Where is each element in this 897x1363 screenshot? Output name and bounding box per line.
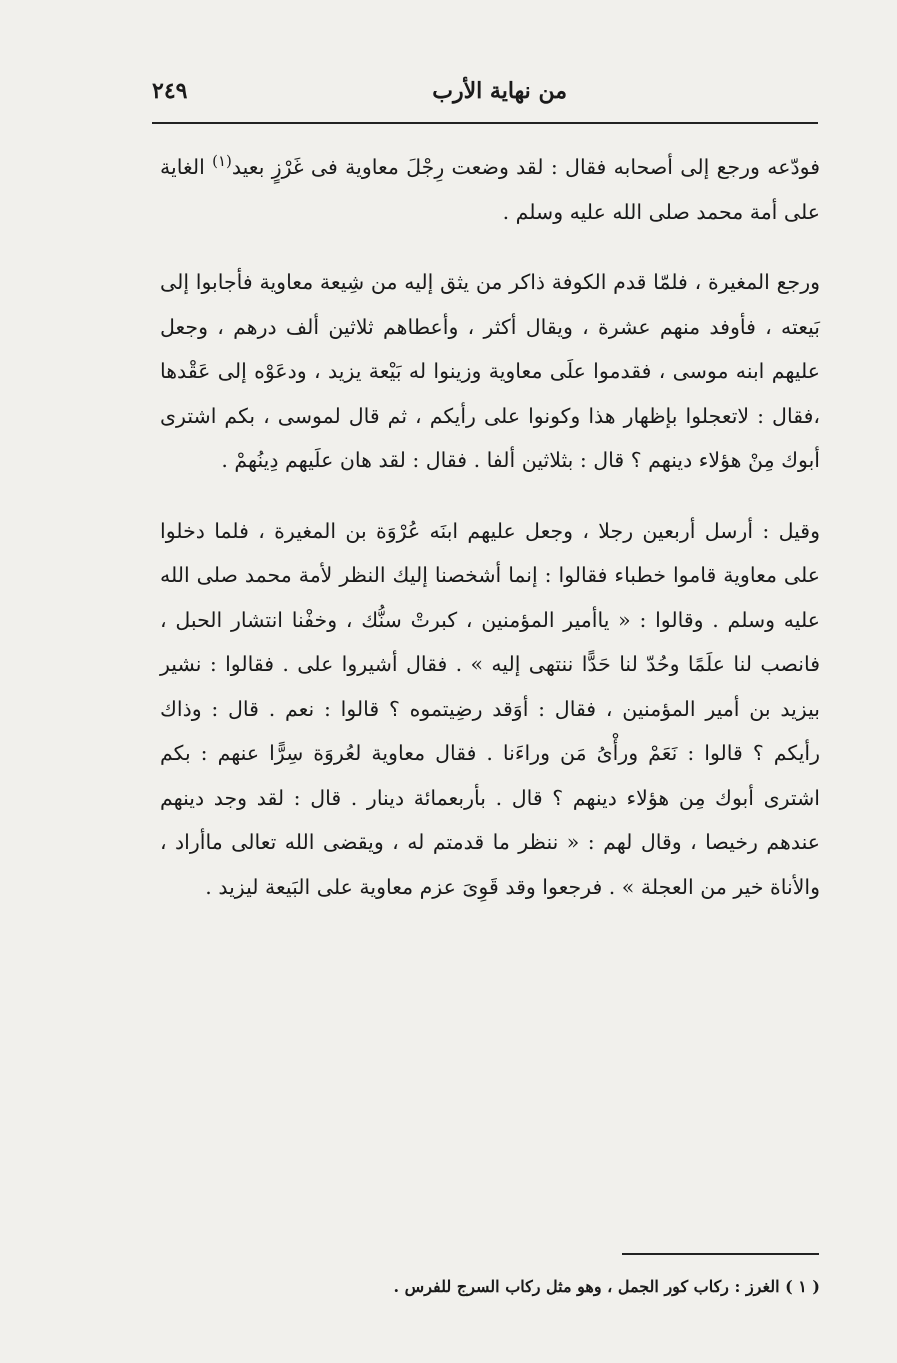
paragraph-1 [160,145,820,234]
body-text [160,145,820,909]
page-number: ٢٤٩ [152,78,188,104]
paragraph-1-text-end: الغاية على أمة محمد صلى الله عليه وسلم . [160,155,820,224]
paragraph-2: ورجع المغيرة ، فلمّا قدم الكوفة ذاكر من يثق إليه من شِيعة معاوية فأجابوا إلى بَيعته ، فأوفد منهم عشرة ، ويقال أكثر ، وأعطاهم ثلاثين ألف درهم ، وجعل عليهم ابنه موسى ، فقدموا علَى معاوية وزينوا له بَيْعة يزيد ، ودعَوْه إلى عَقْدها ،فقال : لاتعجلوا بإظهار هذا وكونوا على رأيكم ، ثم قال لموسى ، بكم اشترى أبوك مِنْ هؤلاء دينهم ؟ قال : بثلاثين ألفا . فقال : لقد هان علَيهم دِينُهمْ . [160,270,820,472]
paragraph-gap [160,234,820,260]
paragraph-3: وقيل : أرسل أربعين رجلا ، وجعل عليهم ابنَه عُرْوَة بن المغيرة ، فلما دخلوا على معاوية قاموا خطباء فقالوا : إنما أشخصنا إليك النظر لأمة محمد صلى الله عليه وسلم . وقالوا : « ياأمير المؤمنين ، كبرتْ سنُّك ، وخفْنا انتشار الحبل ، فانصب لنا علَمًا وحُدّ لنا حَدًّا ننتهى إليه » . فقال أشيروا على . فقالوا : نشير بيزيد بن أمير المؤمنين ، فقال : أوَقد رضِيتموه ؟ قالوا : نعم . قال : وذاك رأيكم ؟ قالوا : نَعَمْ ورأْىُ مَن وراءَنا . فقال معاوية لعُروَة سِرًّا عنهم : بكم اشترى أبوك مِن هؤلاء دينهم ؟ قال . بأربعمائة دينار . قال : لقد وجد دينهم عندهم رخيصا ، وقال لهم : « ننظر ما قدمتم له ، ويقضى الله تعالى ماأراد ، والأناة خير من العجلة » . فرجعوا وقد قَوِىَ عزم معاوية على البَيعة ليزيد . [160,518,820,899]
footnote-rule [622,1253,819,1255]
footnote: ( ١ ) الغرز : ركاب كور الجمل ، وهو مثل ركاب السرج للفرس . [393,1277,820,1296]
header-rule [152,122,818,124]
running-title: من نهاية الأرب [432,78,567,104]
footnote-reference-mark: (١) [212,152,232,171]
page-header [152,78,817,114]
paragraph-gap [160,483,820,509]
paragraph-1-text-start: فودّعه ورجع إلى أصحابه فقال : لقد وضعت رِجْلَ معاوية فى غَرْزٍ بعيد [231,155,820,179]
